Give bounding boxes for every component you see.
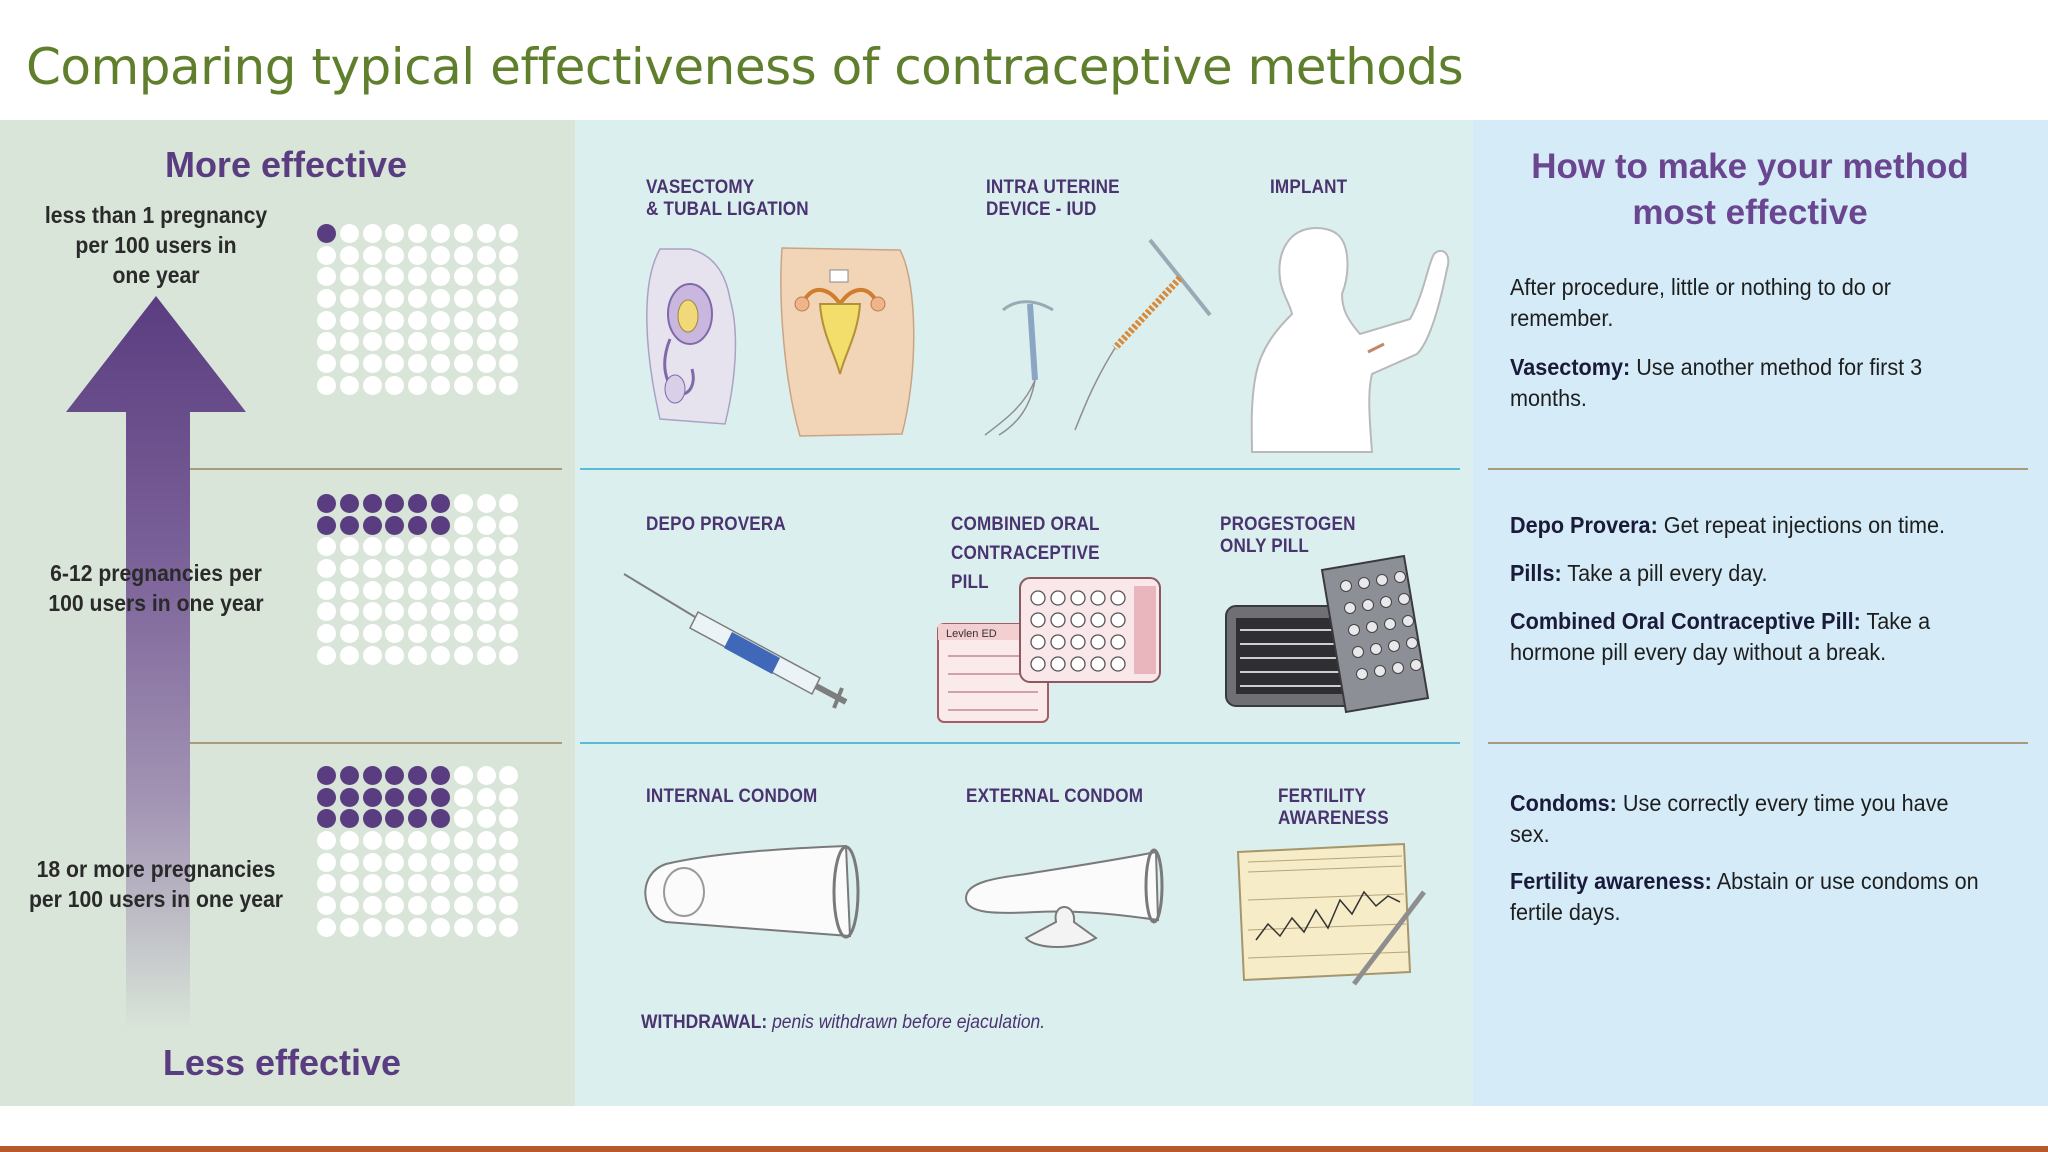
pregnancy-dot-empty	[317, 537, 336, 556]
pregnancy-dot-empty	[385, 289, 404, 308]
method-label-internal-condom: INTERNAL CONDOM	[646, 786, 818, 807]
pregnancy-dot-empty	[408, 376, 427, 395]
effectiveness-arrow-icon	[60, 290, 250, 1030]
pregnancy-dot-empty	[499, 516, 518, 535]
pregnancy-dot-filled	[317, 788, 336, 807]
pregnancy-dot-empty	[408, 831, 427, 850]
pregnancy-dot-empty	[408, 646, 427, 665]
pregnancy-dot-empty	[477, 766, 496, 785]
tier-1-dot-grid	[317, 224, 523, 398]
pregnancy-dot-empty	[454, 246, 473, 265]
tier-divider-left-1	[190, 468, 562, 470]
pregnancy-dot-empty	[363, 602, 382, 621]
pregnancy-dot-empty	[477, 896, 496, 915]
pregnancy-dot-empty	[408, 602, 427, 621]
pregnancy-dot-empty	[408, 537, 427, 556]
pregnancy-dot-empty	[385, 354, 404, 373]
pregnancy-dot-empty	[477, 537, 496, 556]
pregnancy-dot-empty	[477, 559, 496, 578]
pregnancy-dot-empty	[499, 354, 518, 373]
pregnancy-dot-empty	[317, 559, 336, 578]
method-label-iud: INTRA UTERINE DEVICE - IUD	[986, 177, 1120, 220]
pregnancy-dot-filled	[363, 516, 382, 535]
pregnancy-dot-empty	[499, 766, 518, 785]
pregnancy-dot-empty	[363, 537, 382, 556]
pregnancy-dot-empty	[454, 831, 473, 850]
method-label-external-condom: EXTERNAL CONDOM	[966, 786, 1144, 807]
less-effective-label: Less effective	[162, 1042, 402, 1083]
pregnancy-dot-empty	[363, 874, 382, 893]
pregnancy-dot-empty	[477, 581, 496, 600]
pregnancy-dot-empty	[499, 246, 518, 265]
pregnancy-dot-filled	[340, 788, 359, 807]
pill-pack-label: Levlen ED	[946, 628, 997, 640]
pregnancy-dot-empty	[431, 559, 450, 578]
pregnancy-dot-empty	[499, 581, 518, 600]
pill-blister-icon	[1222, 552, 1432, 717]
pregnancy-dot-empty	[363, 354, 382, 373]
tip-depo-provera: Depo Provera: Get repeat injections on time.	[1510, 512, 1946, 538]
pregnancy-dot-filled	[431, 788, 450, 807]
pregnancy-dot-empty	[317, 853, 336, 872]
pregnancy-dot-empty	[363, 332, 382, 351]
pregnancy-dot-empty	[363, 581, 382, 600]
pregnancy-dot-empty	[477, 267, 496, 286]
pregnancy-dot-empty	[340, 581, 359, 600]
tier-divider-right-1	[1488, 468, 2028, 470]
iud-icon	[975, 230, 1225, 440]
pregnancy-dot-empty	[363, 376, 382, 395]
pill-pack-icon	[934, 576, 1164, 726]
pregnancy-dot-empty	[340, 354, 359, 373]
pregnancy-dot-empty	[340, 831, 359, 850]
pregnancy-dot-empty	[477, 354, 496, 373]
method-label-implant: IMPLANT	[1270, 177, 1348, 198]
pregnancy-dot-empty	[317, 602, 336, 621]
pregnancy-dot-empty	[477, 602, 496, 621]
pregnancy-dot-empty	[431, 376, 450, 395]
pregnancy-dot-empty	[385, 918, 404, 937]
pregnancy-dot-empty	[363, 831, 382, 850]
pregnancy-dot-empty	[340, 311, 359, 330]
method-label-depo-provera: DEPO PROVERA	[646, 514, 786, 535]
pregnancy-dot-filled	[317, 766, 336, 785]
pregnancy-dot-empty	[385, 537, 404, 556]
pregnancy-dot-empty	[340, 537, 359, 556]
pregnancy-dot-filled	[385, 788, 404, 807]
howto-title: How to make your method most effective	[1531, 147, 1969, 232]
pregnancy-dot-empty	[454, 918, 473, 937]
pregnancy-dot-empty	[454, 646, 473, 665]
pregnancy-dot-empty	[431, 646, 450, 665]
pregnancy-dot-empty	[340, 602, 359, 621]
pregnancy-dot-empty	[317, 332, 336, 351]
pregnancy-dot-filled	[408, 516, 427, 535]
pregnancy-dot-filled	[317, 494, 336, 513]
pregnancy-dot-empty	[431, 874, 450, 893]
pregnancy-dot-empty	[454, 224, 473, 243]
pregnancy-dot-empty	[408, 581, 427, 600]
more-effective-label: More effective	[164, 144, 408, 185]
pregnancy-dot-empty	[408, 853, 427, 872]
pregnancy-dot-empty	[454, 602, 473, 621]
pregnancy-dot-empty	[499, 376, 518, 395]
pregnancy-dot-empty	[385, 332, 404, 351]
pregnancy-dot-empty	[477, 624, 496, 643]
internal-condom-icon	[636, 844, 866, 944]
rate-line: 6-12 pregnancies per	[50, 560, 262, 586]
pregnancy-dot-empty	[340, 267, 359, 286]
pregnancy-dot-empty	[363, 224, 382, 243]
rate-line: 100 users in one year	[48, 590, 264, 616]
pregnancy-dot-empty	[499, 788, 518, 807]
pregnancy-dot-empty	[454, 332, 473, 351]
pregnancy-dot-empty	[340, 624, 359, 643]
pregnancy-dot-empty	[499, 896, 518, 915]
pregnancy-dot-filled	[408, 809, 427, 828]
pregnancy-dot-empty	[477, 311, 496, 330]
pregnancy-dot-empty	[454, 809, 473, 828]
pregnancy-dot-filled	[385, 809, 404, 828]
pregnancy-dot-empty	[317, 289, 336, 308]
pregnancy-dot-filled	[431, 809, 450, 828]
tier-1-rate	[27, 200, 285, 290]
pregnancy-dot-filled	[317, 809, 336, 828]
pregnancy-dot-filled	[385, 516, 404, 535]
pregnancy-dot-filled	[385, 494, 404, 513]
pregnancy-dot-empty	[317, 624, 336, 643]
pregnancy-dot-empty	[499, 332, 518, 351]
tip-procedure: After procedure, little or nothing to do or remember.	[1510, 274, 1891, 331]
pregnancy-dot-empty	[408, 246, 427, 265]
pregnancy-dot-empty	[363, 559, 382, 578]
pregnancy-dot-empty	[431, 537, 450, 556]
tip-pills: Pills: Take a pill every day.	[1510, 560, 1768, 586]
pregnancy-dot-empty	[431, 332, 450, 351]
pregnancy-dot-empty	[431, 224, 450, 243]
pregnancy-dot-empty	[340, 224, 359, 243]
pregnancy-dot-empty	[363, 267, 382, 286]
pregnancy-dot-empty	[340, 896, 359, 915]
pregnancy-dot-empty	[317, 896, 336, 915]
pregnancy-dot-empty	[385, 559, 404, 578]
pregnancy-dot-empty	[477, 918, 496, 937]
tier-3-dot-grid	[317, 766, 523, 940]
pregnancy-dot-filled	[340, 494, 359, 513]
pregnancy-dot-empty	[317, 246, 336, 265]
pregnancy-dot-empty	[363, 918, 382, 937]
rate-line: per 100 users in	[75, 232, 237, 258]
method-label-vasectomy: VASECTOMY & TUBAL LIGATION	[646, 177, 809, 220]
withdrawal-text: penis withdrawn before ejaculation.	[767, 1012, 1046, 1033]
pregnancy-dot-empty	[317, 354, 336, 373]
pregnancy-dot-empty	[431, 624, 450, 643]
pregnancy-dot-empty	[385, 853, 404, 872]
pregnancy-dot-empty	[499, 624, 518, 643]
pregnancy-dot-empty	[454, 537, 473, 556]
pregnancy-dot-empty	[454, 853, 473, 872]
pregnancy-dot-empty	[454, 896, 473, 915]
pregnancy-dot-filled	[408, 788, 427, 807]
pregnancy-dot-empty	[454, 788, 473, 807]
method-label-progestogen-pill: PROGESTOGEN ONLY PILL	[1220, 514, 1356, 557]
pregnancy-dot-empty	[477, 246, 496, 265]
pregnancy-dot-empty	[454, 354, 473, 373]
pregnancy-dot-empty	[408, 289, 427, 308]
pregnancy-dot-empty	[317, 581, 336, 600]
method-label-fertility-awareness: FERTILITY AWARENESS	[1278, 786, 1389, 829]
tip-vasectomy: Vasectomy: Use another method for first 3 months.	[1510, 354, 1923, 411]
pregnancy-dot-empty	[477, 831, 496, 850]
pregnancy-dot-empty	[385, 831, 404, 850]
pregnancy-dot-empty	[477, 788, 496, 807]
pregnancy-dot-empty	[340, 332, 359, 351]
pregnancy-dot-empty	[454, 267, 473, 286]
withdrawal-label: WITHDRAWAL:	[641, 1012, 768, 1033]
method-label-combined-pill: COMBINED ORAL CONTRACEPTIVE PILL	[951, 514, 1100, 593]
pregnancy-dot-filled	[431, 516, 450, 535]
pregnancy-dot-empty	[454, 624, 473, 643]
pregnancy-dot-empty	[499, 267, 518, 286]
pregnancy-dot-empty	[363, 896, 382, 915]
pregnancy-dot-empty	[499, 559, 518, 578]
pregnancy-dot-empty	[408, 267, 427, 286]
pregnancy-dot-filled	[431, 494, 450, 513]
pregnancy-dot-filled	[363, 788, 382, 807]
pregnancy-dot-empty	[385, 624, 404, 643]
pregnancy-dot-empty	[499, 853, 518, 872]
pregnancy-dot-empty	[363, 853, 382, 872]
pregnancy-dot-empty	[499, 311, 518, 330]
pregnancy-dot-empty	[385, 311, 404, 330]
pregnancy-dot-empty	[340, 289, 359, 308]
pregnancy-dot-empty	[454, 516, 473, 535]
pregnancy-dot-empty	[340, 246, 359, 265]
pregnancy-dot-empty	[454, 559, 473, 578]
pregnancy-dot-empty	[477, 289, 496, 308]
pregnancy-dot-filled	[408, 494, 427, 513]
tip-combined-pill: Combined Oral Contraceptive Pill: Take a hormone pill every day without a break.	[1510, 608, 1931, 665]
pregnancy-dot-empty	[454, 311, 473, 330]
pregnancy-dot-empty	[431, 602, 450, 621]
pregnancy-dot-empty	[431, 896, 450, 915]
pregnancy-dot-empty	[454, 494, 473, 513]
tier-3-rate	[18, 854, 294, 914]
pregnancy-dot-empty	[385, 224, 404, 243]
pregnancy-dot-filled	[340, 809, 359, 828]
pregnancy-dot-filled	[385, 766, 404, 785]
pregnancy-dot-empty	[477, 224, 496, 243]
pregnancy-dot-empty	[317, 874, 336, 893]
rate-line: per 100 users in one year	[28, 886, 284, 912]
pregnancy-dot-empty	[477, 332, 496, 351]
pregnancy-dot-empty	[317, 376, 336, 395]
pregnancy-dot-empty	[499, 224, 518, 243]
pregnancy-dot-empty	[340, 853, 359, 872]
pregnancy-dot-empty	[385, 646, 404, 665]
pregnancy-dot-filled	[363, 809, 382, 828]
pregnancy-dot-empty	[477, 376, 496, 395]
pregnancy-dot-empty	[385, 874, 404, 893]
tier-2-dot-grid	[317, 494, 523, 668]
pregnancy-dot-empty	[454, 376, 473, 395]
pregnancy-dot-empty	[499, 537, 518, 556]
pregnancy-dot-empty	[385, 267, 404, 286]
pregnancy-dot-empty	[408, 224, 427, 243]
pregnancy-dot-empty	[454, 874, 473, 893]
withdrawal-note	[641, 1012, 1045, 1034]
pregnancy-dot-empty	[499, 831, 518, 850]
pregnancy-dot-empty	[340, 918, 359, 937]
pregnancy-dot-empty	[454, 581, 473, 600]
pregnancy-dot-empty	[317, 646, 336, 665]
pregnancy-dot-filled	[363, 766, 382, 785]
pregnancy-dot-empty	[431, 831, 450, 850]
fertility-chart-icon	[1234, 840, 1434, 990]
pregnancy-dot-empty	[385, 581, 404, 600]
pregnancy-dot-empty	[317, 918, 336, 937]
pregnancy-dot-empty	[477, 516, 496, 535]
pregnancy-dot-empty	[431, 289, 450, 308]
pregnancy-dot-empty	[363, 246, 382, 265]
pregnancy-dot-empty	[454, 766, 473, 785]
pregnancy-dot-empty	[317, 831, 336, 850]
pregnancy-dot-empty	[431, 311, 450, 330]
anatomy-diagram-icon	[630, 244, 930, 444]
pregnancy-dot-empty	[431, 918, 450, 937]
tier-divider-right-2	[1488, 742, 2028, 744]
external-condom-icon	[956, 842, 1166, 952]
pregnancy-dot-empty	[431, 246, 450, 265]
pregnancy-dot-filled	[431, 766, 450, 785]
pregnancy-dot-empty	[431, 354, 450, 373]
pregnancy-dot-filled	[408, 766, 427, 785]
tier-2-rate	[27, 558, 285, 618]
tier-divider-mid-1	[580, 468, 1460, 470]
syringe-icon	[620, 570, 860, 710]
pregnancy-dot-empty	[454, 289, 473, 308]
pregnancy-dot-empty	[363, 646, 382, 665]
pregnancy-dot-empty	[408, 332, 427, 351]
pregnancy-dot-filled	[363, 494, 382, 513]
pregnancy-dot-empty	[363, 624, 382, 643]
pregnancy-dot-empty	[477, 853, 496, 872]
pregnancy-dot-empty	[499, 602, 518, 621]
pregnancy-dot-empty	[340, 376, 359, 395]
pregnancy-dot-empty	[477, 874, 496, 893]
pregnancy-dot-empty	[431, 267, 450, 286]
pregnancy-dot-empty	[408, 311, 427, 330]
pregnancy-dot-empty	[363, 311, 382, 330]
tier-divider-left-2	[190, 742, 562, 744]
pregnancy-dot-filled	[317, 224, 336, 243]
pregnancy-dot-empty	[477, 494, 496, 513]
pregnancy-dot-empty	[408, 918, 427, 937]
pregnancy-dot-empty	[499, 494, 518, 513]
bottom-rule	[0, 1146, 2048, 1152]
pregnancy-dot-empty	[408, 896, 427, 915]
pregnancy-dot-empty	[499, 646, 518, 665]
pregnancy-dot-empty	[477, 809, 496, 828]
pregnancy-dot-empty	[317, 311, 336, 330]
pregnancy-dot-empty	[385, 602, 404, 621]
pregnancy-dot-empty	[340, 874, 359, 893]
pregnancy-dot-empty	[499, 289, 518, 308]
pregnancy-dot-filled	[317, 516, 336, 535]
pregnancy-dot-empty	[363, 289, 382, 308]
pregnancy-dot-empty	[499, 809, 518, 828]
page-title: Comparing typical effectiveness of contraceptive methods	[26, 38, 1464, 96]
pregnancy-dot-empty	[385, 246, 404, 265]
pregnancy-dot-filled	[340, 516, 359, 535]
tip-fertility-awareness: Fertility awareness: Abstain or use condoms on fertile days.	[1510, 868, 1979, 925]
pregnancy-dot-empty	[408, 624, 427, 643]
rate-line: less than 1 pregnancy	[44, 202, 268, 228]
pregnancy-dot-empty	[385, 896, 404, 915]
tier-divider-mid-2	[580, 742, 1460, 744]
pregnancy-dot-empty	[477, 646, 496, 665]
pregnancy-dot-filled	[340, 766, 359, 785]
tip-condoms: Condoms: Use correctly every time you have sex.	[1510, 790, 1949, 847]
pregnancy-dot-empty	[340, 559, 359, 578]
pregnancy-dot-empty	[385, 376, 404, 395]
pregnancy-dot-empty	[317, 267, 336, 286]
rate-line: 18 or more pregnancies	[36, 856, 276, 882]
rate-line: one year	[112, 262, 200, 288]
pregnancy-dot-empty	[408, 559, 427, 578]
pregnancy-dot-empty	[431, 581, 450, 600]
pregnancy-dot-empty	[431, 853, 450, 872]
pregnancy-dot-empty	[340, 646, 359, 665]
implant-arm-icon	[1242, 224, 1462, 454]
pregnancy-dot-empty	[499, 874, 518, 893]
pregnancy-dot-empty	[408, 874, 427, 893]
pregnancy-dot-empty	[499, 918, 518, 937]
pregnancy-dot-empty	[408, 354, 427, 373]
